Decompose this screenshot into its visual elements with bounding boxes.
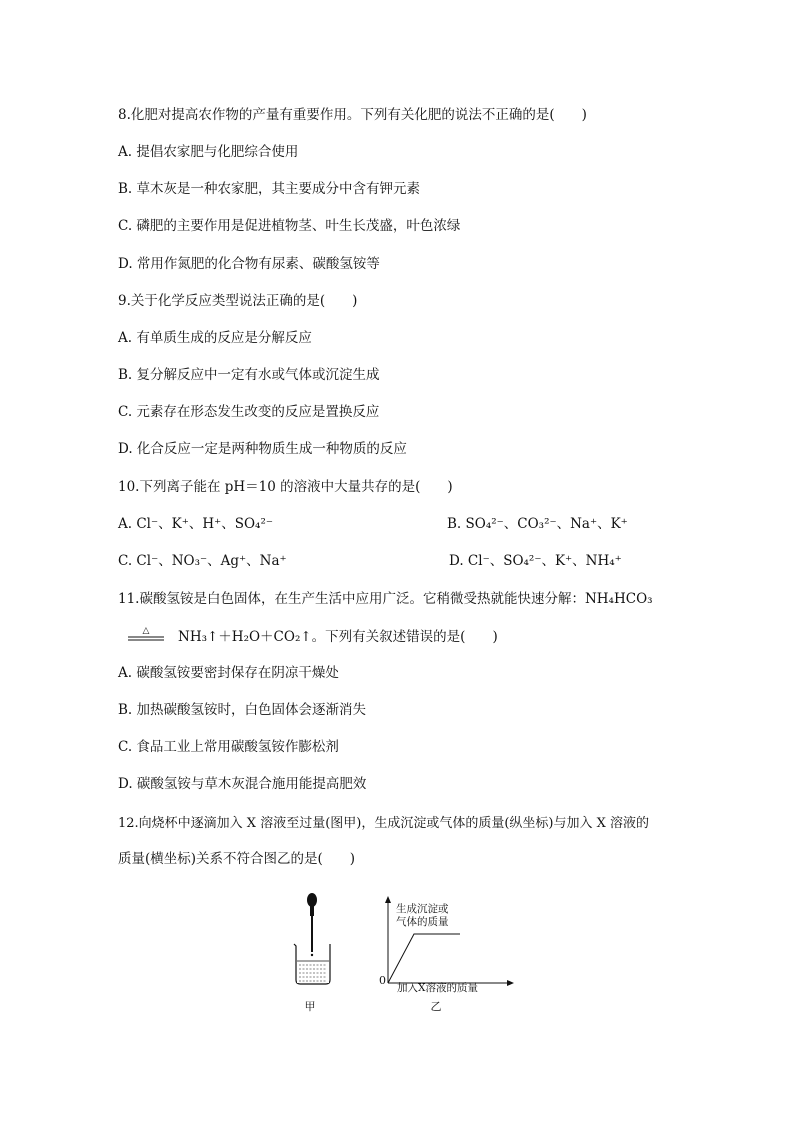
question-12-stem-line-1: 12.向烧杯中逐滴加入 X 溶液至过量(图甲)，生成沉淀或气体的质量(纵坐标)与加入 X 溶液的 — [118, 816, 650, 831]
figure-a-label: 甲 — [304, 1000, 316, 1013]
origin-label: 0 — [379, 974, 386, 987]
heat-delta-label: △ — [142, 626, 150, 636]
question-9-option-d[interactable]: D. 化合反应一定是两种物质生成一种物质的反应 — [118, 441, 407, 457]
equals-arrow-icon — [128, 626, 164, 644]
graph-b — [379, 896, 514, 994]
question-10-option-a[interactable]: A. Cl⁻、K⁺、H⁺、SO₄²⁻ — [118, 516, 273, 532]
question-12-figure — [288, 888, 518, 1018]
question-10-option-d[interactable]: D. Cl⁻、SO₄²⁻、K⁺、NH₄⁺ — [449, 553, 622, 569]
question-11-stem: 11.碳酸氢铵是白色固体，在生产生活中应用广泛。它稍微受热就能快速分解：NH₄HCO₃ — [118, 591, 653, 607]
question-11-option-c[interactable]: C. 食品工业上常用碳酸氢铵作膨松剂 — [118, 739, 339, 755]
question-10-option-c[interactable]: C. Cl⁻、NO₃⁻、Ag⁺、Na⁺ — [118, 553, 287, 569]
dropper-icon — [307, 893, 317, 956]
question-8-stem: 8.化肥对提高农作物的产量有重要作用。下列有关化肥的说法不正确的是( ) — [118, 107, 587, 123]
heat-condition-symbol — [128, 626, 164, 649]
question-8-option-d[interactable]: D. 常用作氮肥的化合物有尿素、碳酸氢铵等 — [118, 256, 380, 272]
figure-b-label: 乙 — [430, 1000, 442, 1013]
y-axis-label-line-1: 生成沉淀或 — [396, 903, 449, 915]
question-9-stem: 9.关于化学反应类型说法正确的是( ) — [118, 293, 358, 309]
question-11-option-d[interactable]: D. 碳酸氢铵与草木灰混合施用能提高肥效 — [118, 776, 367, 792]
question-12-stem-line-2: 质量(横坐标)关系不符合图乙的是( ) — [118, 851, 356, 867]
question-8-option-b[interactable]: B. 草木灰是一种农家肥，其主要成分中含有钾元素 — [118, 181, 421, 197]
question-11-option-a[interactable]: A. 碳酸氢铵要密封保存在阴凉干燥处 — [118, 665, 339, 681]
question-9-option-a[interactable]: A. 有单质生成的反应是分解反应 — [118, 330, 312, 346]
question-8-option-c[interactable]: C. 磷肥的主要作用是促进植物茎、叶生长茂盛，叶色浓绿 — [118, 218, 461, 234]
question-8-option-a[interactable]: A. 提倡农家肥与化肥综合使用 — [118, 144, 299, 160]
question-11-equation-text: NH₃↑＋H₂O＋CO₂↑。下列有关叙述错误的是( ) — [178, 629, 498, 645]
question-9-option-b[interactable]: B. 复分解反应中一定有水或气体或沉淀生成 — [118, 367, 380, 383]
question-10-stem: 10.下列离子能在 pH＝10 的溶液中大量共存的是( ) — [118, 479, 453, 495]
x-axis-label: 加入X溶液的质量 — [397, 982, 478, 994]
question-11-option-b[interactable]: B. 加热碳酸氢铵时，白色固体会逐渐消失 — [118, 702, 367, 718]
question-9-option-c[interactable]: C. 元素存在形态发生改变的反应是置换反应 — [118, 404, 380, 420]
y-axis-label-line-2: 气体的质量 — [396, 916, 449, 928]
question-10-option-b[interactable]: B. SO₄²⁻、CO₃²⁻、Na⁺、K⁺ — [447, 516, 628, 532]
question-11-equation — [128, 626, 498, 649]
